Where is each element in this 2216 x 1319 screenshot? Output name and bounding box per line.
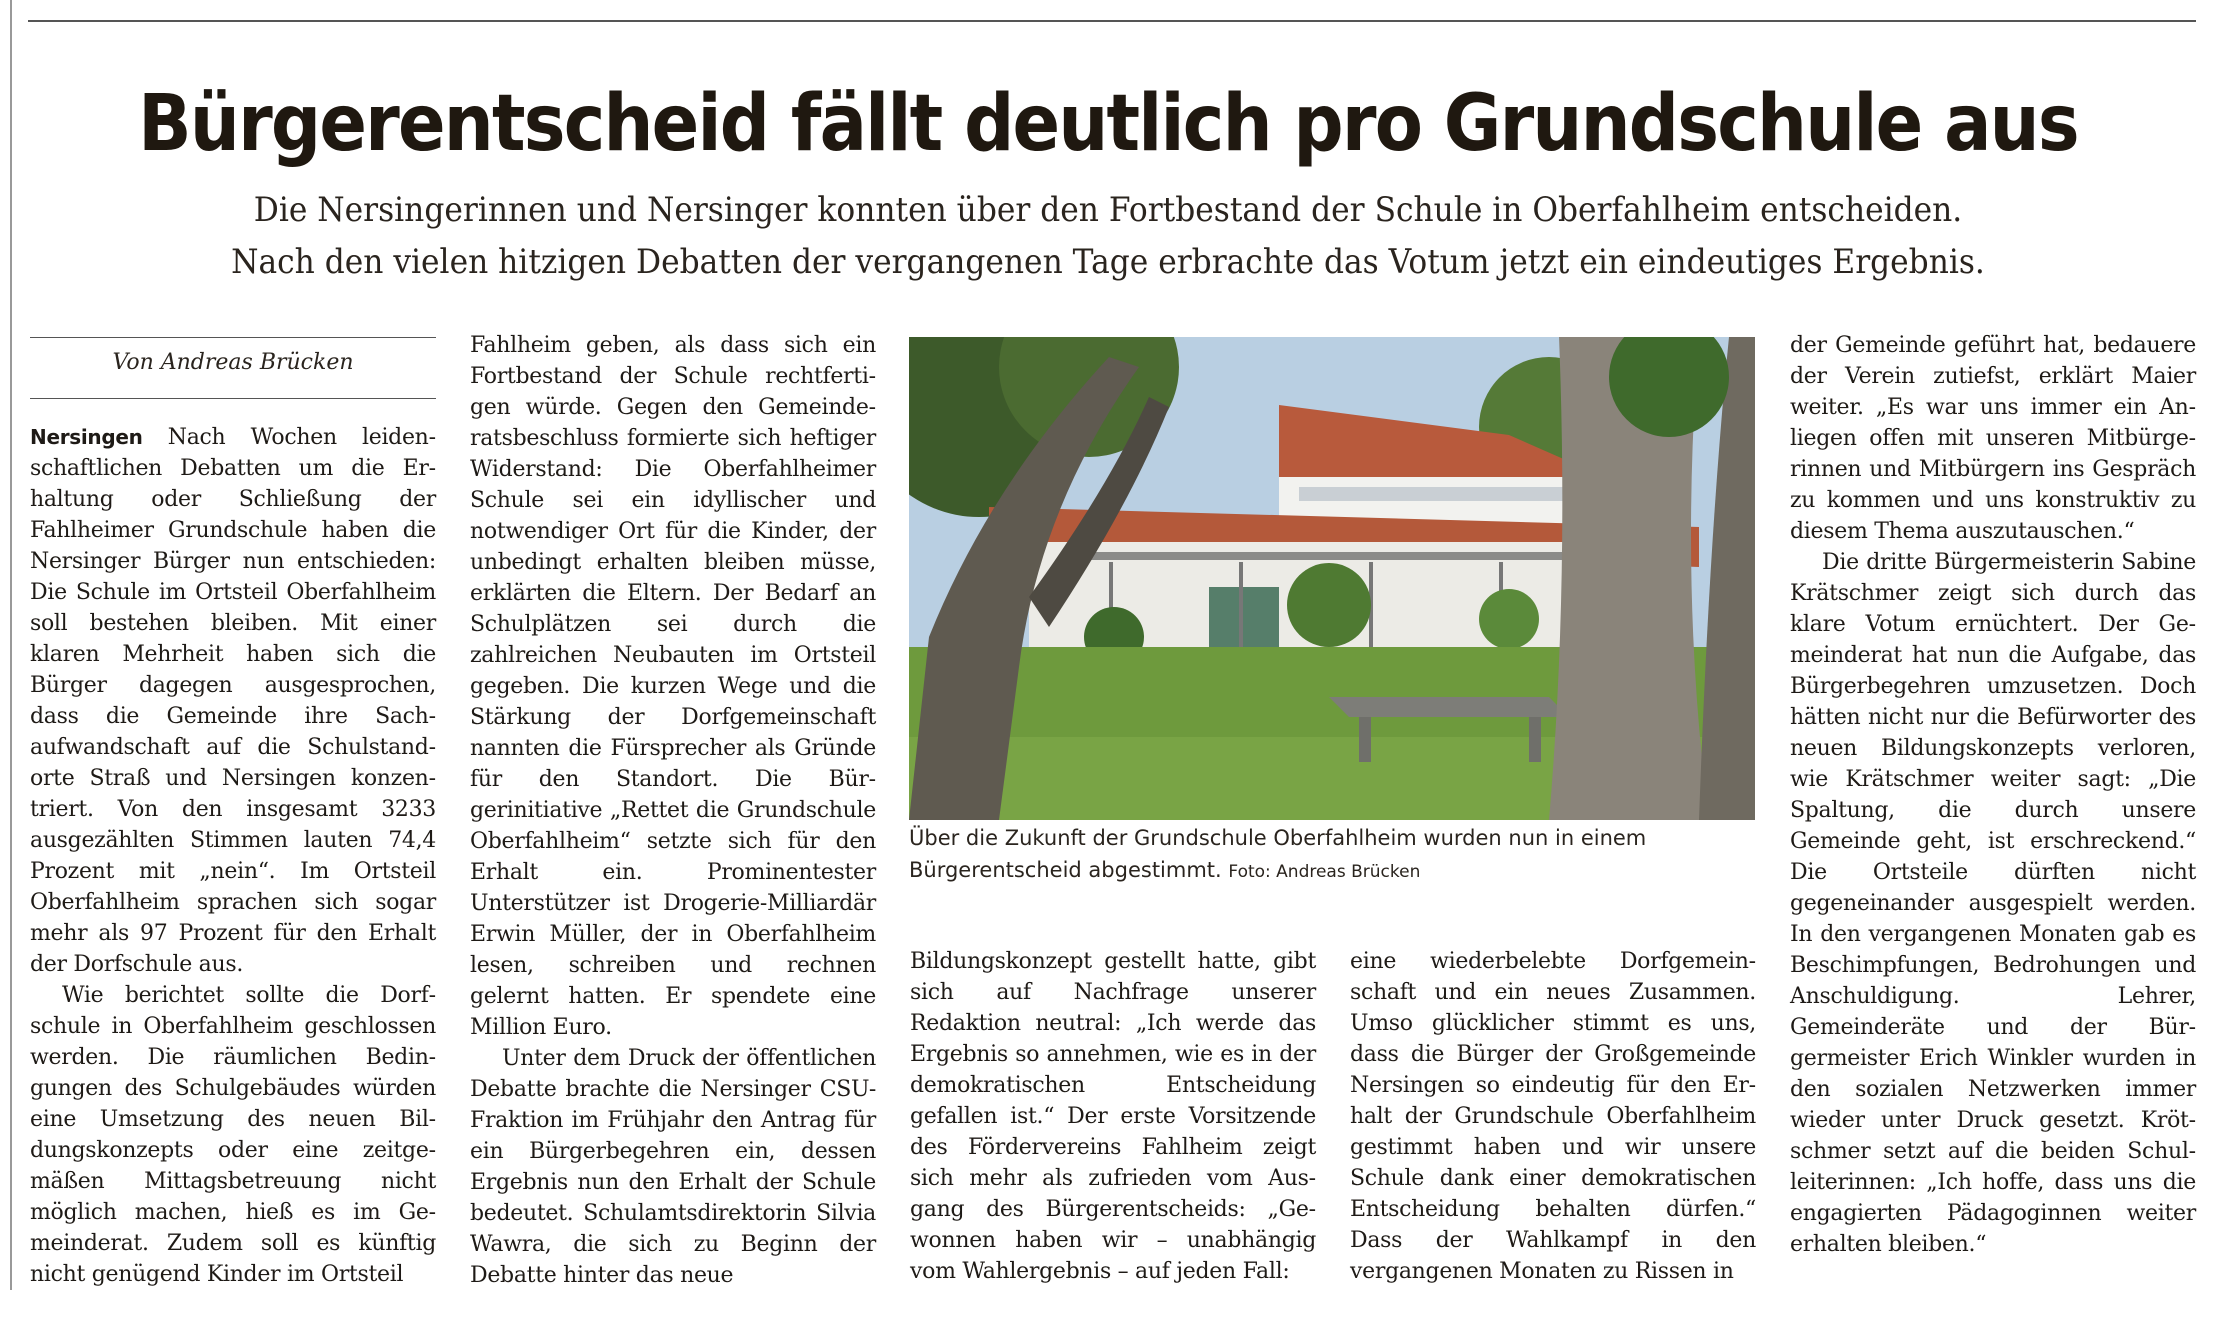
byline: Von Andreas Brücken	[112, 350, 354, 375]
paragraph	[30, 422, 436, 980]
paragraph: Wie berichtet sollte die Dorfschule in Oberfahlheim geschlossen werden. Die räumlichen Bedingungen des Schulgebäudes würden eine Umsetzung des neuen Bildungskonzepts oder eine zeitgemäßen Mittagsbetreuung nicht möglich machen, hieß es im Gemeinderat. Zudem soll es künftig nicht genügend Kinder im Ortsteil	[30, 983, 436, 1287]
paragraph: Fahlheim geben, als dass sich ein Fortbestand der Schule rechtfertigen würde. Gegen den Gemeinderatsbeschluss formierte sich heftiger Widerstand: Die Oberfahlheimer Schule sei ein idyllischer und notwendiger Ort für die Kinder, der unbedingt erhalten bleiben müsse, erklärten die Eltern. Der Bedarf an Schulplätzen sei durch die zahlreichen Neubauten im Ortsteil gegeben. Die kurzen Wege und die Stärkung der Dorfgemeinschaft nannten die Fürsprecher als Gründe für den Standort. Die Bürgerinitiative „Rettet die Grundschule Oberfahlheim“ setzte sich für den Erhalt ein. Prominentester Unterstützer ist Drogerie-Milliardär Erwin Müller, der in Oberfahlheim lesen, schreiben und rechnen gelernt hatten. Er spendete eine Million Euro.	[470, 333, 876, 1040]
dateline: Nersingen	[30, 425, 143, 449]
school-photo	[909, 337, 1755, 820]
caption-text: Über die Zukunft der Grundschule Oberfahlheim wurden nun in einem Bürgerentscheid abgestimmt.	[909, 826, 1647, 882]
paragraph-text: Nach Wochen leidenschaftlichen Debatten um die Erhaltung oder Schließung der Fahlheimer Grundschule haben die Nersinger Bürger nun entschieden: Die Schule im Ortsteil Oberfahlheim soll bestehen bleiben. Mit einer klaren Mehrheit haben sich die Bürger dagegen ausgesprochen, dass die Gemeinde ihre Sachaufwandschaft auf die Schulstandorte Straß und Nersingen konzentriert. Von den insgesamt 3233 ausgezählten Stimmen lauten 74,4 Prozent mit „nein“. Im Ortsteil Oberfahlheim sprachen sich sogar mehr als 97 Prozent für den Erhalt der Dorfschule aus.	[30, 425, 436, 977]
paragraph: der Gemeinde geführt hat, bedauere der Verein zutiefst, erklärt Maier weiter. „Es war uns immer ein Anliegen offen mit unseren Mitbürgerinnen und Mitbürgern ins Gespräch zu kommen und uns konstruktiv zu diesem Thema auszutauschen.“	[1790, 333, 2196, 544]
school-photo-image	[909, 337, 1755, 820]
top-rule	[28, 20, 2196, 22]
article-column-2	[470, 330, 876, 1291]
article-column-4	[1350, 946, 1756, 1287]
paragraph: Die dritte Bürgermeisterin Sabine Krätschmer zeigt sich durch das klare Votum ernüchtert. Der Gemeinderat hat nun die Aufgabe, das Bürgerbegehren umzusetzen. Doch hätten nicht nur die Befürworter des neuen Bildungskonzepts verloren, wie Krätschmer weiter sagt: „Die Spaltung, die durch unsere Gemeinde geht, ist erschreckend.“ Die Ortsteile dürften nicht gegeneinander ausgespielt werden. In den vergangenen Monaten gab es Beschimpfungen, Bedrohungen und Anschuldigung. Lehrer, Gemeinderäte und der Bürgermeister Erich Winkler wurden in den sozialen Netzwerken immer wieder unter Druck gesetzt. Krötschmer setzt auf die beiden Schulleiterinnen: „Ich hoffe, dass uns die engagierten Pädagoginnen weiter erhalten bleiben.“	[1790, 550, 2196, 1257]
photo-caption	[909, 822, 1755, 888]
subheadline-line-2: Nach den vielen hitzigen Debatten der vergangenen Tage erbrachte das Votum jetzt ein eindeutiges Ergebnis.	[231, 242, 1985, 282]
paragraph: eine wiederbelebte Dorfgemeinschaft und ein neues Zusammen. Umso glücklicher stimmt es uns, dass die Bürger der Großgemeinde Nersingen so eindeutig für den Erhalt der Grundschule Oberfahlheim gestimmt haben und wir unsere Schule dank einer demokratischen Entscheidung behalten dürfen.“ Dass der Wahlkampf in den vergangenen Monaten zu Rissen in	[1350, 949, 1756, 1284]
article-column-3	[910, 946, 1316, 1287]
article-column-1	[30, 422, 436, 1290]
headline: Bürgerentscheid fällt deutlich pro Grundschule aus	[138, 79, 2078, 169]
subheadline-line-1: Die Nersingerinnen und Nersinger konnten über den Fortbestand der Schule in Oberfahlheim entscheiden.	[253, 190, 1963, 230]
paragraph: Bildungskonzept gestellt hatte, gibt sich auf Nachfrage unserer Redaktion neutral: „Ich werde das Ergebnis so annehmen, wie es in der demokratischen Entscheidung gefallen ist.“ Der erste Vorsitzende des Fördervereins Fahlheim zeigt sich mehr als zufrieden vom Ausgang des Bürgerentscheids: „Gewonnen haben wir – unabhängig vom Wahlergebnis – auf jeden Fall:	[910, 949, 1316, 1284]
byline-box	[30, 337, 436, 399]
photo-credit: Foto: Andreas Brücken	[1228, 862, 1421, 882]
subheadline	[0, 184, 2216, 288]
article-column-5	[1790, 330, 2196, 1260]
paragraph: Unter dem Druck der öffentlichen Debatte brachte die Nersinger CSU-Fraktion im Frühjahr den Antrag für ein Bürgerbegehren ein, dessen Ergebnis nun den Erhalt der Schule bedeutet. Schulamtsdirektorin Silvia Wawra, die sich zu Beginn der Debatte hinter das neue	[470, 1046, 876, 1288]
